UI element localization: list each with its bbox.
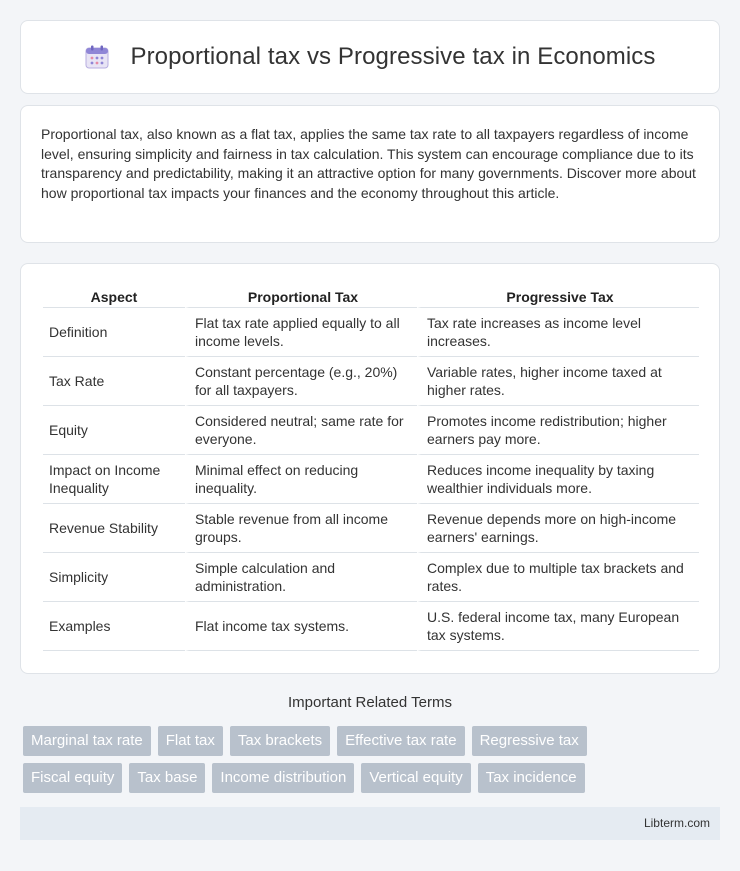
comparison-card <box>20 263 720 674</box>
aspect-cell: Equity <box>43 406 185 455</box>
tag-fiscal-equity[interactable]: Fiscal equity <box>23 763 122 793</box>
tag-tax-base[interactable]: Tax base <box>129 763 205 793</box>
progressive-cell: Variable rates, higher income taxed at higher rates. <box>417 357 699 406</box>
table-header-row <box>43 286 699 308</box>
tag-effective-tax-rate[interactable]: Effective tax rate <box>337 726 464 756</box>
tag-row <box>23 726 723 756</box>
table-row <box>43 553 699 602</box>
intro-card <box>20 105 720 243</box>
header-aspect: Aspect <box>43 286 185 308</box>
tag-marginal-tax-rate[interactable]: Marginal tax rate <box>23 726 151 756</box>
header-proportional: Proportional Tax <box>185 286 417 308</box>
page-title: Proportional tax vs Progressive tax in Economics <box>130 43 656 70</box>
table-row <box>43 504 699 553</box>
table-row <box>43 406 699 455</box>
related-terms <box>23 726 723 800</box>
aspect-cell: Simplicity <box>43 553 185 602</box>
calendar-icon <box>84 44 110 70</box>
proportional-cell: Minimal effect on reducing inequality. <box>185 455 417 504</box>
intro-paragraph: Proportional tax, also known as a flat tax, applies the same tax rate to all taxpayers regardless of income level, ensuring simplicity and fairness in tax calculation. This system can encourage compliance due to its transparency and predictability, making it an attractive option for many governments. Discover more about how proportional tax impacts your finances and the economy throughout this article. <box>41 126 696 201</box>
header-progressive: Progressive Tax <box>417 286 699 308</box>
aspect-cell: Examples <box>43 602 185 651</box>
proportional-cell: Considered neutral; same rate for everyone. <box>185 406 417 455</box>
aspect-cell: Revenue Stability <box>43 504 185 553</box>
aspect-cell: Impact on Income Inequality <box>43 455 185 504</box>
table-row <box>43 602 699 651</box>
proportional-cell: Constant percentage (e.g., 20%) for all taxpayers. <box>185 357 417 406</box>
table-row <box>43 357 699 406</box>
progressive-cell: Reduces income inequality by taxing wealthier individuals more. <box>417 455 699 504</box>
table-row <box>43 308 699 357</box>
tag-tax-brackets[interactable]: Tax brackets <box>230 726 330 756</box>
tag-tax-incidence[interactable]: Tax incidence <box>478 763 585 793</box>
table-row <box>43 455 699 504</box>
proportional-cell: Flat tax rate applied equally to all income levels. <box>185 308 417 357</box>
tag-row <box>23 763 723 793</box>
tag-flat-tax[interactable]: Flat tax <box>158 726 223 756</box>
proportional-cell: Flat income tax systems. <box>185 602 417 651</box>
title-card <box>20 20 720 94</box>
progressive-cell: Tax rate increases as income level increases. <box>417 308 699 357</box>
proportional-cell: Simple calculation and administration. <box>185 553 417 602</box>
progressive-cell: Promotes income redistribution; higher earners pay more. <box>417 406 699 455</box>
comparison-table <box>43 286 699 651</box>
proportional-cell: Stable revenue from all income groups. <box>185 504 417 553</box>
tag-income-distribution[interactable]: Income distribution <box>212 763 354 793</box>
footer <box>20 807 720 840</box>
progressive-cell: Complex due to multiple tax brackets and rates. <box>417 553 699 602</box>
aspect-cell: Tax Rate <box>43 357 185 406</box>
related-terms-title: Important Related Terms <box>288 694 452 711</box>
tag-regressive-tax[interactable]: Regressive tax <box>472 726 587 756</box>
footer-link[interactable]: Libterm.com <box>643 816 710 830</box>
aspect-cell: Definition <box>43 308 185 357</box>
progressive-cell: U.S. federal income tax, many European tax systems. <box>417 602 699 651</box>
progressive-cell: Revenue depends more on high-income earners' earnings. <box>417 504 699 553</box>
tag-vertical-equity[interactable]: Vertical equity <box>361 763 470 793</box>
